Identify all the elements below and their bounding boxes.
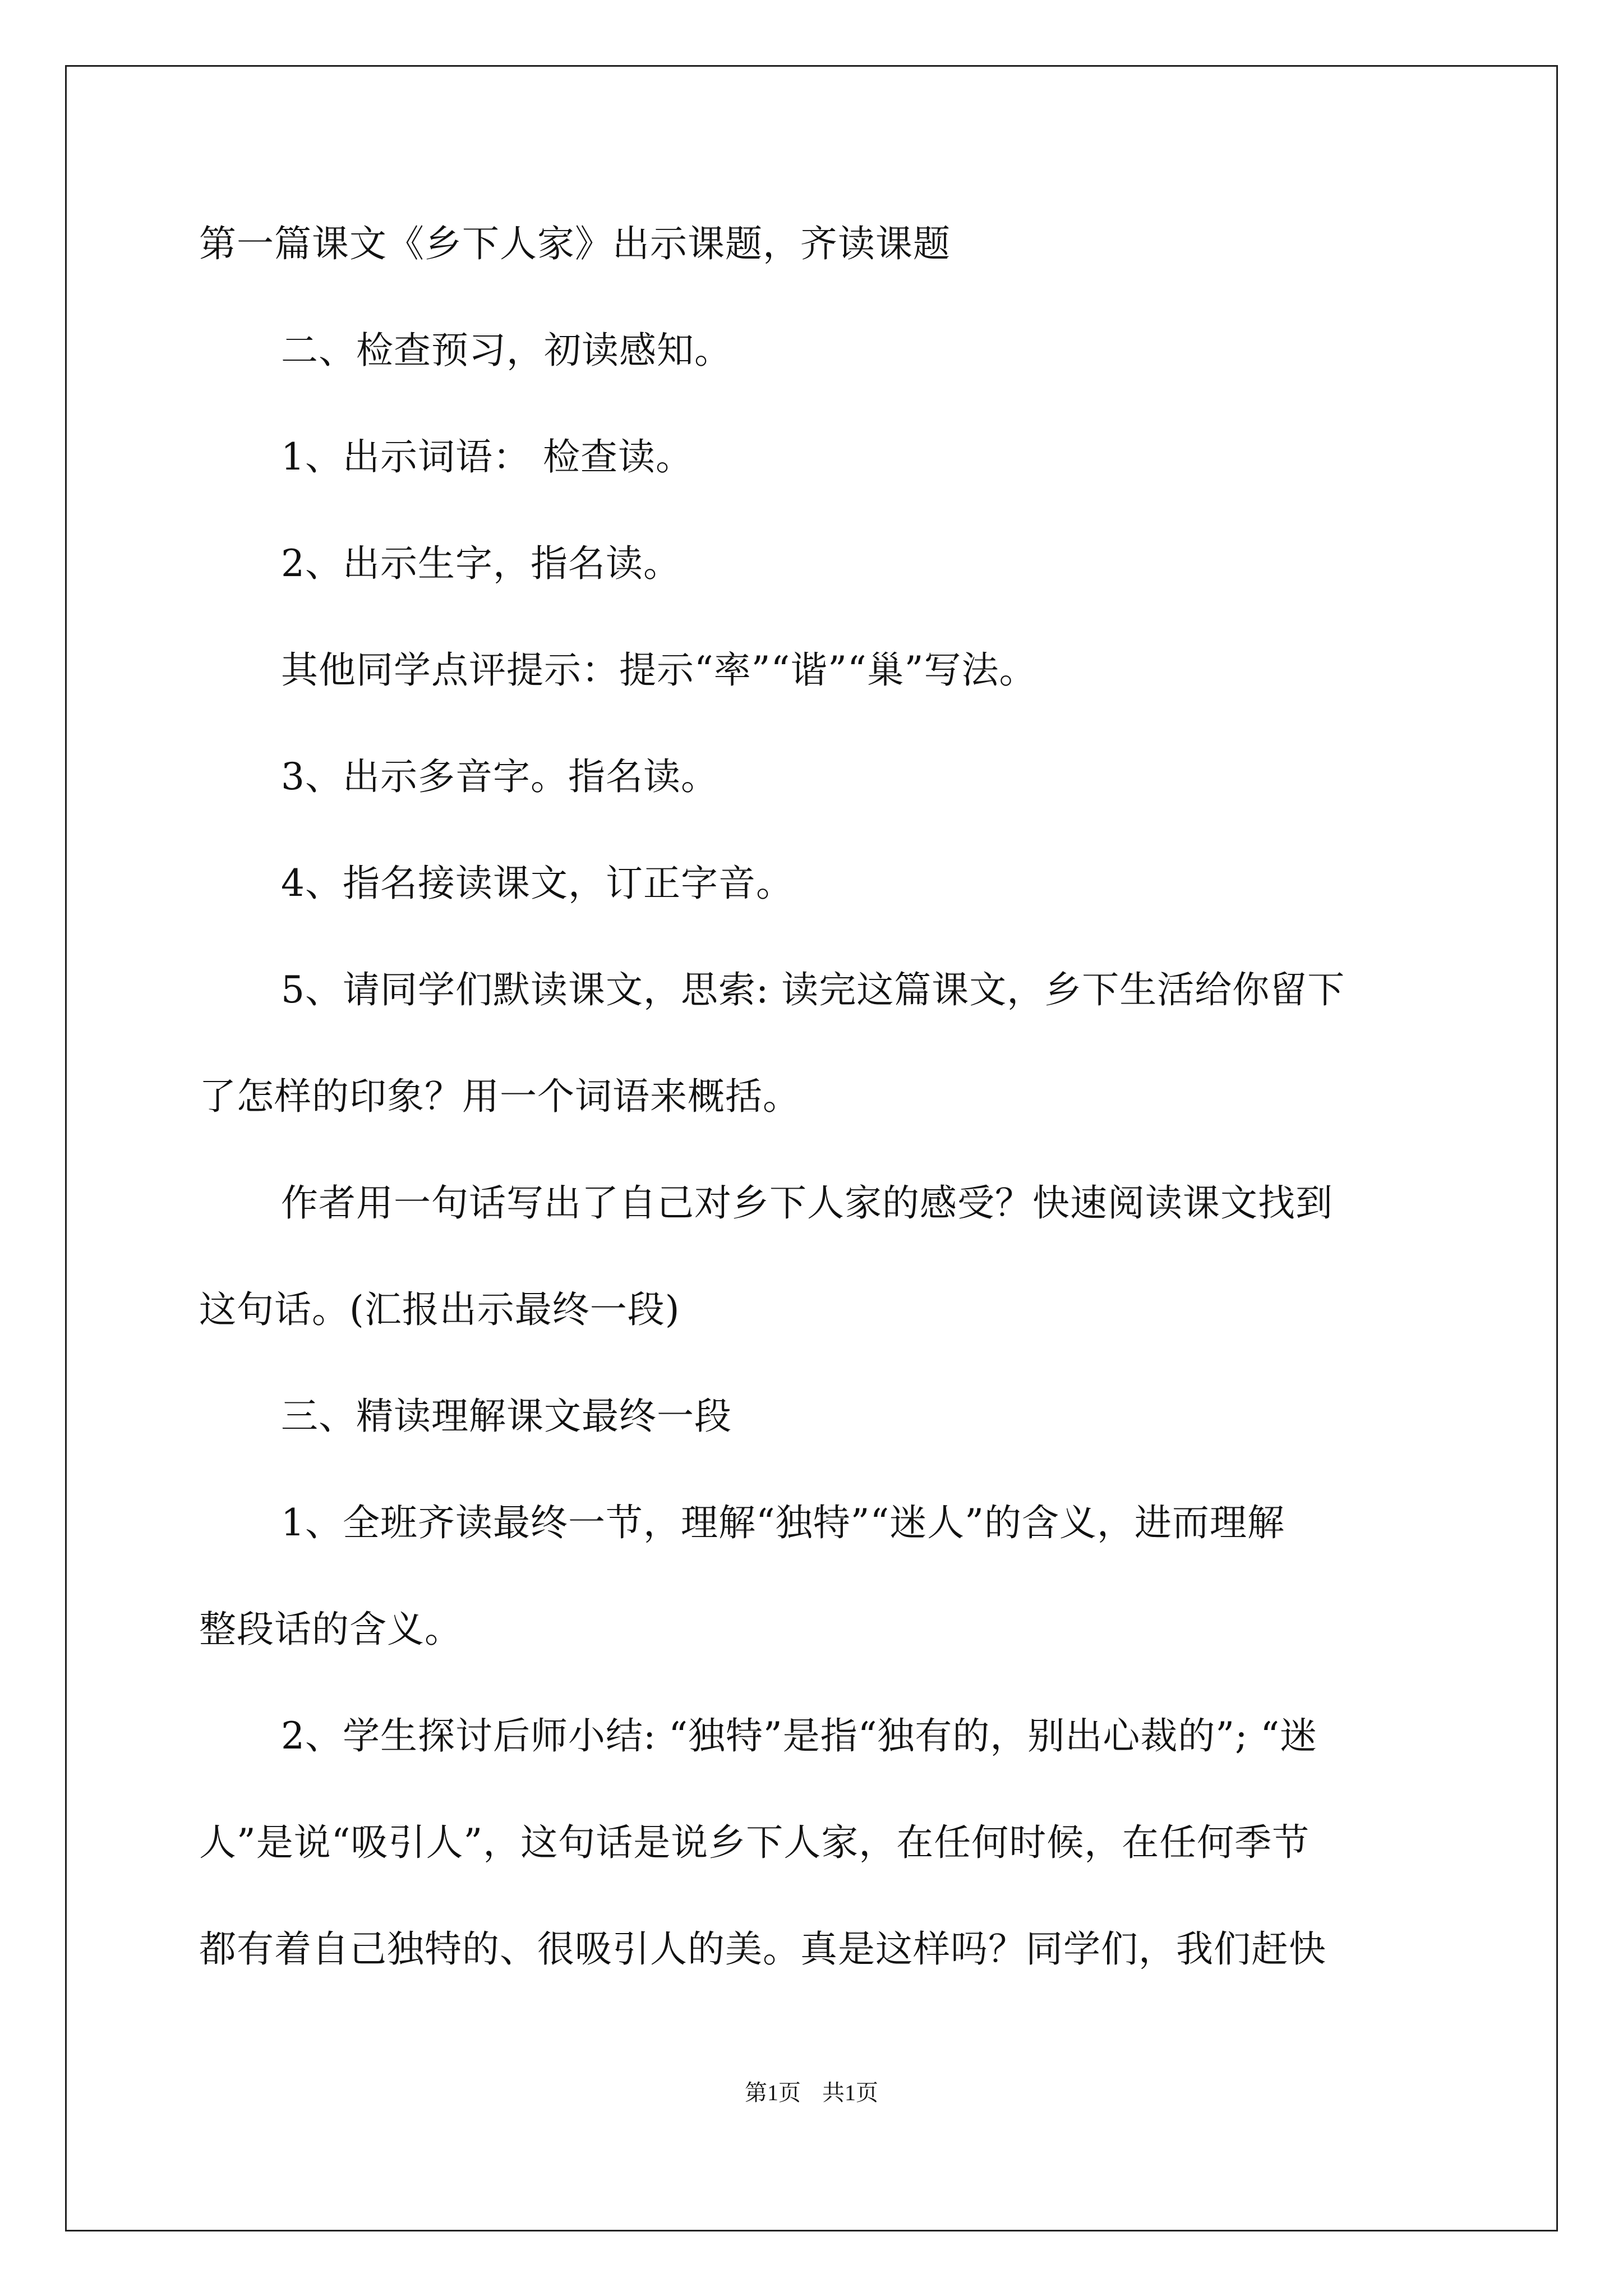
text-line-author: 作者用一句话写出了自己对乡下人家的感受？快速阅读课文找到: [281, 1181, 1333, 1225]
text-line-item-5: 5、请同学们默读课文，思索: 读完这篇课文，乡下生活给你留下: [281, 968, 1345, 1011]
text-line-item-3: 3、出示多音字。指名读。: [281, 755, 718, 798]
text-line-author-cont: 这句话。(汇报出示最终一段): [199, 1288, 680, 1331]
text-line-item-5-cont: 了怎样的印象？用一个词语来概括。: [199, 1075, 800, 1118]
page-number-current: 第1页: [745, 2080, 801, 2105]
text-line-section-3: 三、精读理解课文最终一段: [281, 1395, 732, 1438]
page-border: [65, 65, 1558, 2231]
text-line-s3-item-1: 1、全班齐读最终一节，理解“独特”“迷人”的含义，进而理解: [281, 1501, 1285, 1544]
page-footer: [0, 2079, 1623, 2107]
text-line-item-4: 4、指名接读课文，订正字音。: [281, 862, 794, 905]
text-line-title: 第一篇课文《乡下人家》出示课题，齐读课题: [199, 222, 951, 265]
text-line-s3-item-1-cont: 整段话的含义。: [199, 1608, 462, 1651]
page-number-total: 共1页: [822, 2080, 878, 2105]
text-line-item-2: 2、出示生字，指名读。: [281, 542, 681, 585]
text-line-s3-item-2-cont2: 都有着自己独特的、很吸引人的美。真是这样吗？同学们，我们赶快: [199, 1927, 1326, 1971]
text-line-item-1: 1、出示词语： 检查读。: [281, 435, 693, 478]
text-line-s3-item-2: 2、学生探讨后师小结: “独特”是指“独有的，别出心裁的”; “迷: [281, 1714, 1318, 1757]
text-line-section-2: 二、检查预习，初读感知。: [281, 329, 732, 372]
text-line-comment: 其他同学点评提示：提示“率”“谐”“巢”写法。: [281, 648, 1037, 692]
text-line-s3-item-2-cont1: 人”是说“吸引人”，这句话是说乡下人家，在任何时候，在任何季节: [199, 1821, 1310, 1864]
